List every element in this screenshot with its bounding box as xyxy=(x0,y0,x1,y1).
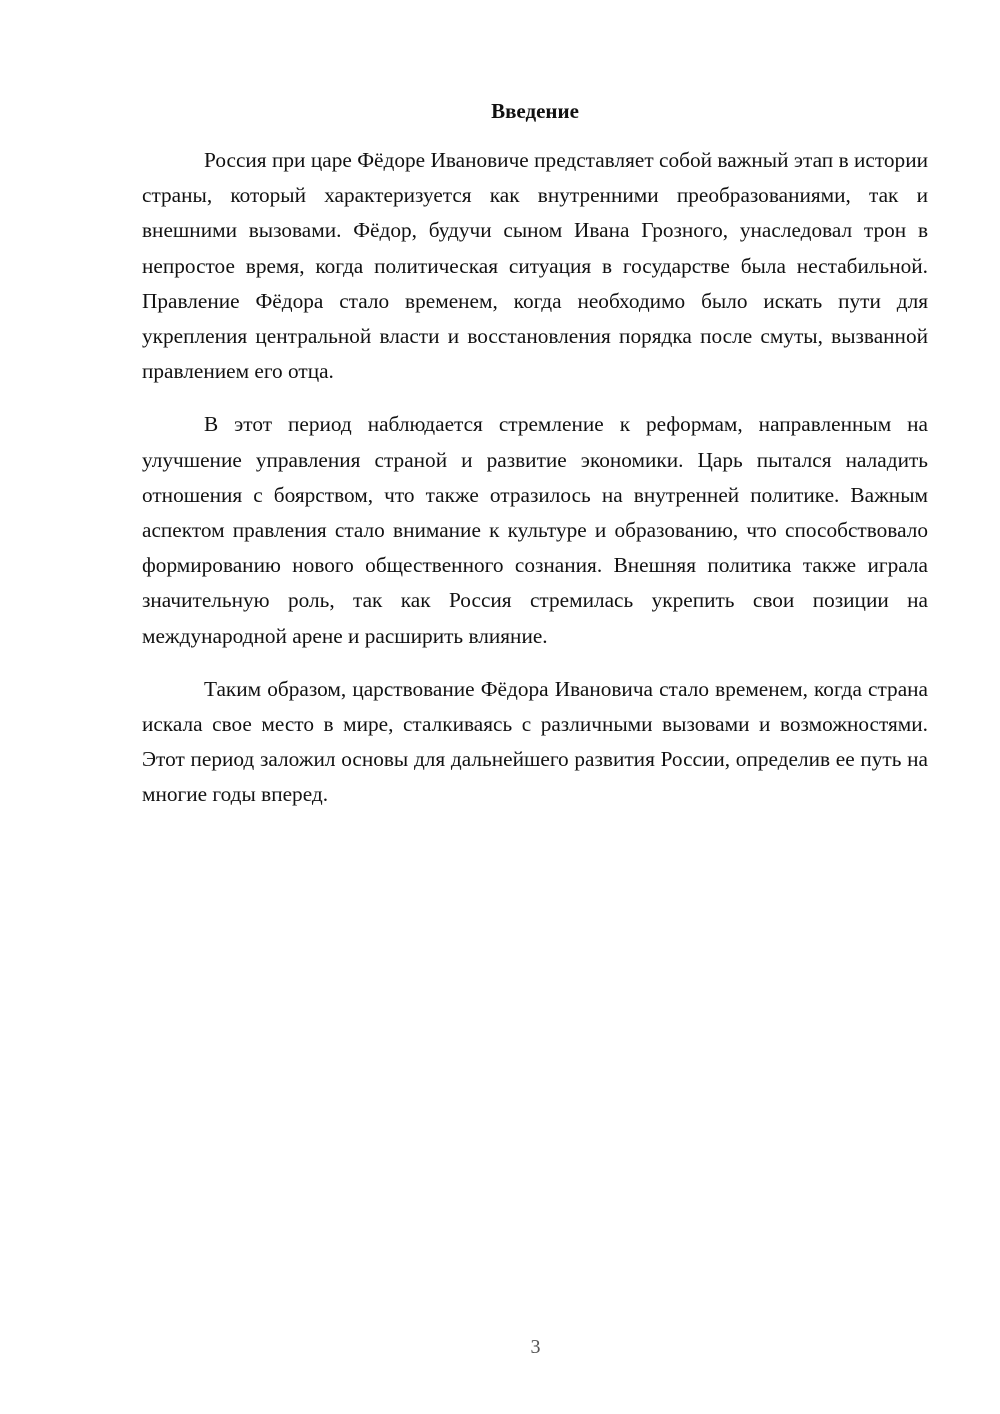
paragraph-2: В этот период наблюдается стремление к реформам, направленным на улучшение управления страной и развитие экономики. Царь пытался наладить отношения с боярством, что также отразилось на внутренней политике. Важным аспектом правления стало внимание к культуре и образованию, что способствовало формированию нового общественного сознания. Внешняя политика также играла значительную роль, так как Россия стремилась укрепить свои позиции на международной арене и расширить влияние. xyxy=(142,412,928,648)
paragraph-3: Таким образом, царствование Фёдора Ивановича стало временем, когда страна искала свое место в мире, сталкиваясь с различными вызовами и возможностями. Этот период заложил основы для дальнейшего развития России, определив ее путь на многие годы вперед. xyxy=(142,676,928,807)
paragraph-1: Россия при царе Фёдоре Ивановиче представляет собой важный этап в истории страны, который характеризуется как внутренними преобразованиями, так и внешними вызовами. Фёдор, будучи сыном Ивана Грозного, унаследовал трон в непростое время, когда политическая ситуация в государстве была нестабильной. Правление Фёдора стало временем, когда необходимо было искать пути для укрепления центральной власти и восстановления порядка после смуты, вызванной правлением его отца. xyxy=(142,148,928,384)
section-heading: Введение xyxy=(491,99,579,123)
page-number: 3 xyxy=(530,1336,541,1358)
body-text xyxy=(142,143,928,831)
